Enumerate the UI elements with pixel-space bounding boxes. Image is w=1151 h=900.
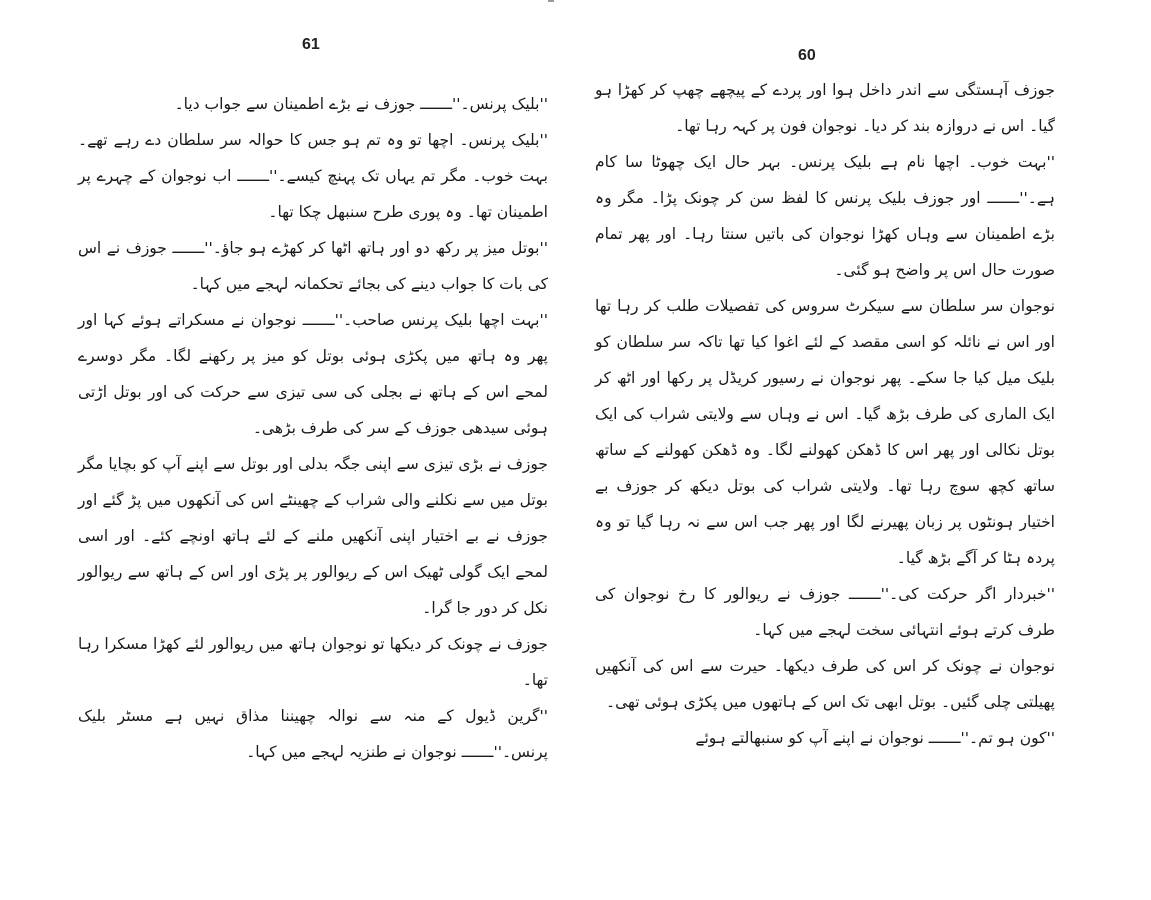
paragraph: جوزف نے چونک کر دیکھا تو نوجوان ہاتھ میں ریوالور لئے کھڑا مسکرا رہا تھا۔ bbox=[78, 635, 548, 689]
paragraph: ''بہت اچھا بلیک پرنس صاحب۔''ـــــــ نوجوان نے مسکراتے ہوئے کہا اور پھر وہ ہاتھ میں پکڑی ہوئی بوتل کو میز پر رکھنے لگا۔ مگر دوسرے لمحے اس کے ہاتھ نے بجلی کی سی تیزی سے حرکت کی اور بوتل اڑتی ہوئی سیدھی جوزف کے سر کی طرف بڑھی۔ bbox=[78, 311, 548, 437]
paragraph: ''بوتل میز پر رکھ دو اور ہاتھ اٹھا کر کھڑے ہو جاؤ۔''ـــــــ جوزف نے اس کی بات کا جواب دینے کی بجائے تحکمانہ لہجے میں کہا۔ bbox=[78, 239, 548, 293]
paragraph: ''کون ہو تم۔''ـــــــ نوجوان نے اپنے آپ کو سنبھالتے ہوئے bbox=[695, 729, 1055, 747]
paragraph: ''بلیک پرنس۔ اچھا تو وہ تم ہو جس کا حوالہ سر سلطان دے رہے تھے۔ بہت خوب۔ مگر تم یہاں تک پہنچ کیسے۔''ـــــــ اب نوجوان کے چہرے پر اطمینان تھا۔ وہ پوری طرح سنبھل چکا تھا۔ bbox=[78, 131, 548, 221]
paragraph: نوجوان سر سلطان سے سیکرٹ سروس کی تفصیلات طلب کر رہا تھا اور اس نے نائلہ کو اسی مقصد کے لئے اغوا کیا تھا تاکہ سر سلطان کو بلیک میل کیا جا سکے۔ پھر نوجوان نے رسیور کریڈل پر رکھا اور اٹھ کر ایک الماری کی طرف بڑھ گیا۔ اس نے وہاں سے ولایتی شراب کی ایک بوتل نکالی اور پھر اس کا ڈھکن کھولنے لگا۔ وہ ڈھکن کھولنے کے ساتھ ساتھ کچھ سوچ رہا تھا۔ ولایتی شراب کی بوتل دیکھ کر جوزف بے اختیار ہونٹوں پر زبان پھیرنے لگا اور پھر جب اس سے نہ رہا گیا تو وہ پردہ ہٹا کر آگے بڑھ گیا۔ bbox=[595, 297, 1055, 567]
page-number: 61 bbox=[302, 36, 320, 53]
page-body bbox=[595, 72, 1055, 756]
paragraph: جوزف آہستگی سے اندر داخل ہوا اور پردے کے پیچھے چھپ کر کھڑا ہو گیا۔ اس نے دروازہ بند کر دیا۔ نوجوان فون پر کہہ رہا تھا۔ bbox=[595, 81, 1055, 135]
right-page bbox=[575, 0, 1151, 900]
paragraph: جوزف نے بڑی تیزی سے اپنی جگہ بدلی اور بوتل سے اپنے آپ کو بچایا مگر بوتل میں سے نکلنے والی شراب کے چھینٹے اس کی آنکھوں میں پڑ گئے اور جوزف نے بے اختیار اپنی آنکھیں ملنے کے لئے ہاتھ اونچے کئے۔ اور اسی لمحے ایک گولی ٹھیک اس کے ریوالور پر پڑی اور اس کے ہاتھ سے ریوالور نکل کر دور جا گرا۔ bbox=[78, 455, 548, 617]
page-number: 60 bbox=[798, 47, 816, 64]
left-page bbox=[0, 0, 575, 900]
paragraph: ''بہت خوب۔ اچھا نام ہے بلیک پرنس۔ بہر حال ایک چھوٹا سا کام ہے۔''ـــــــ اور جوزف بلیک پرنس کا لفظ سن کر چونک پڑا۔ مگر وہ بڑے اطمینان سے وہاں کھڑا نوجوان کی باتیں سنتا رہا۔ اور پھر تمام صورت حال اس پر واضح ہو گئی۔ bbox=[595, 153, 1055, 279]
paragraph: نوجوان نے چونک کر اس کی طرف دیکھا۔ حیرت سے اس کی آنکھیں پھیلتی چلی گئیں۔ بوتل ابھی تک اس کے ہاتھوں میں پکڑی ہوئی تھی۔ bbox=[595, 657, 1055, 711]
page-body bbox=[78, 86, 548, 770]
paragraph: ''گرین ڈیول کے منہ سے نوالہ چھیننا مذاق نہیں ہے مسٹر بلیک پرنس۔''ـــــــ نوجوان نے طنزیہ لہجے میں کہا۔ bbox=[78, 707, 548, 761]
paragraph: ''خبردار اگر حرکت کی۔''ـــــــ جوزف نے ریوالور کا رخ نوجوان کی طرف کرتے ہوئے انتہائی سخت لہجے میں کہا۔ bbox=[595, 585, 1055, 639]
paragraph: ''بلیک پرنس۔''ـــــــ جوزف نے بڑے اطمینان سے جواب دیا۔ bbox=[174, 95, 548, 113]
